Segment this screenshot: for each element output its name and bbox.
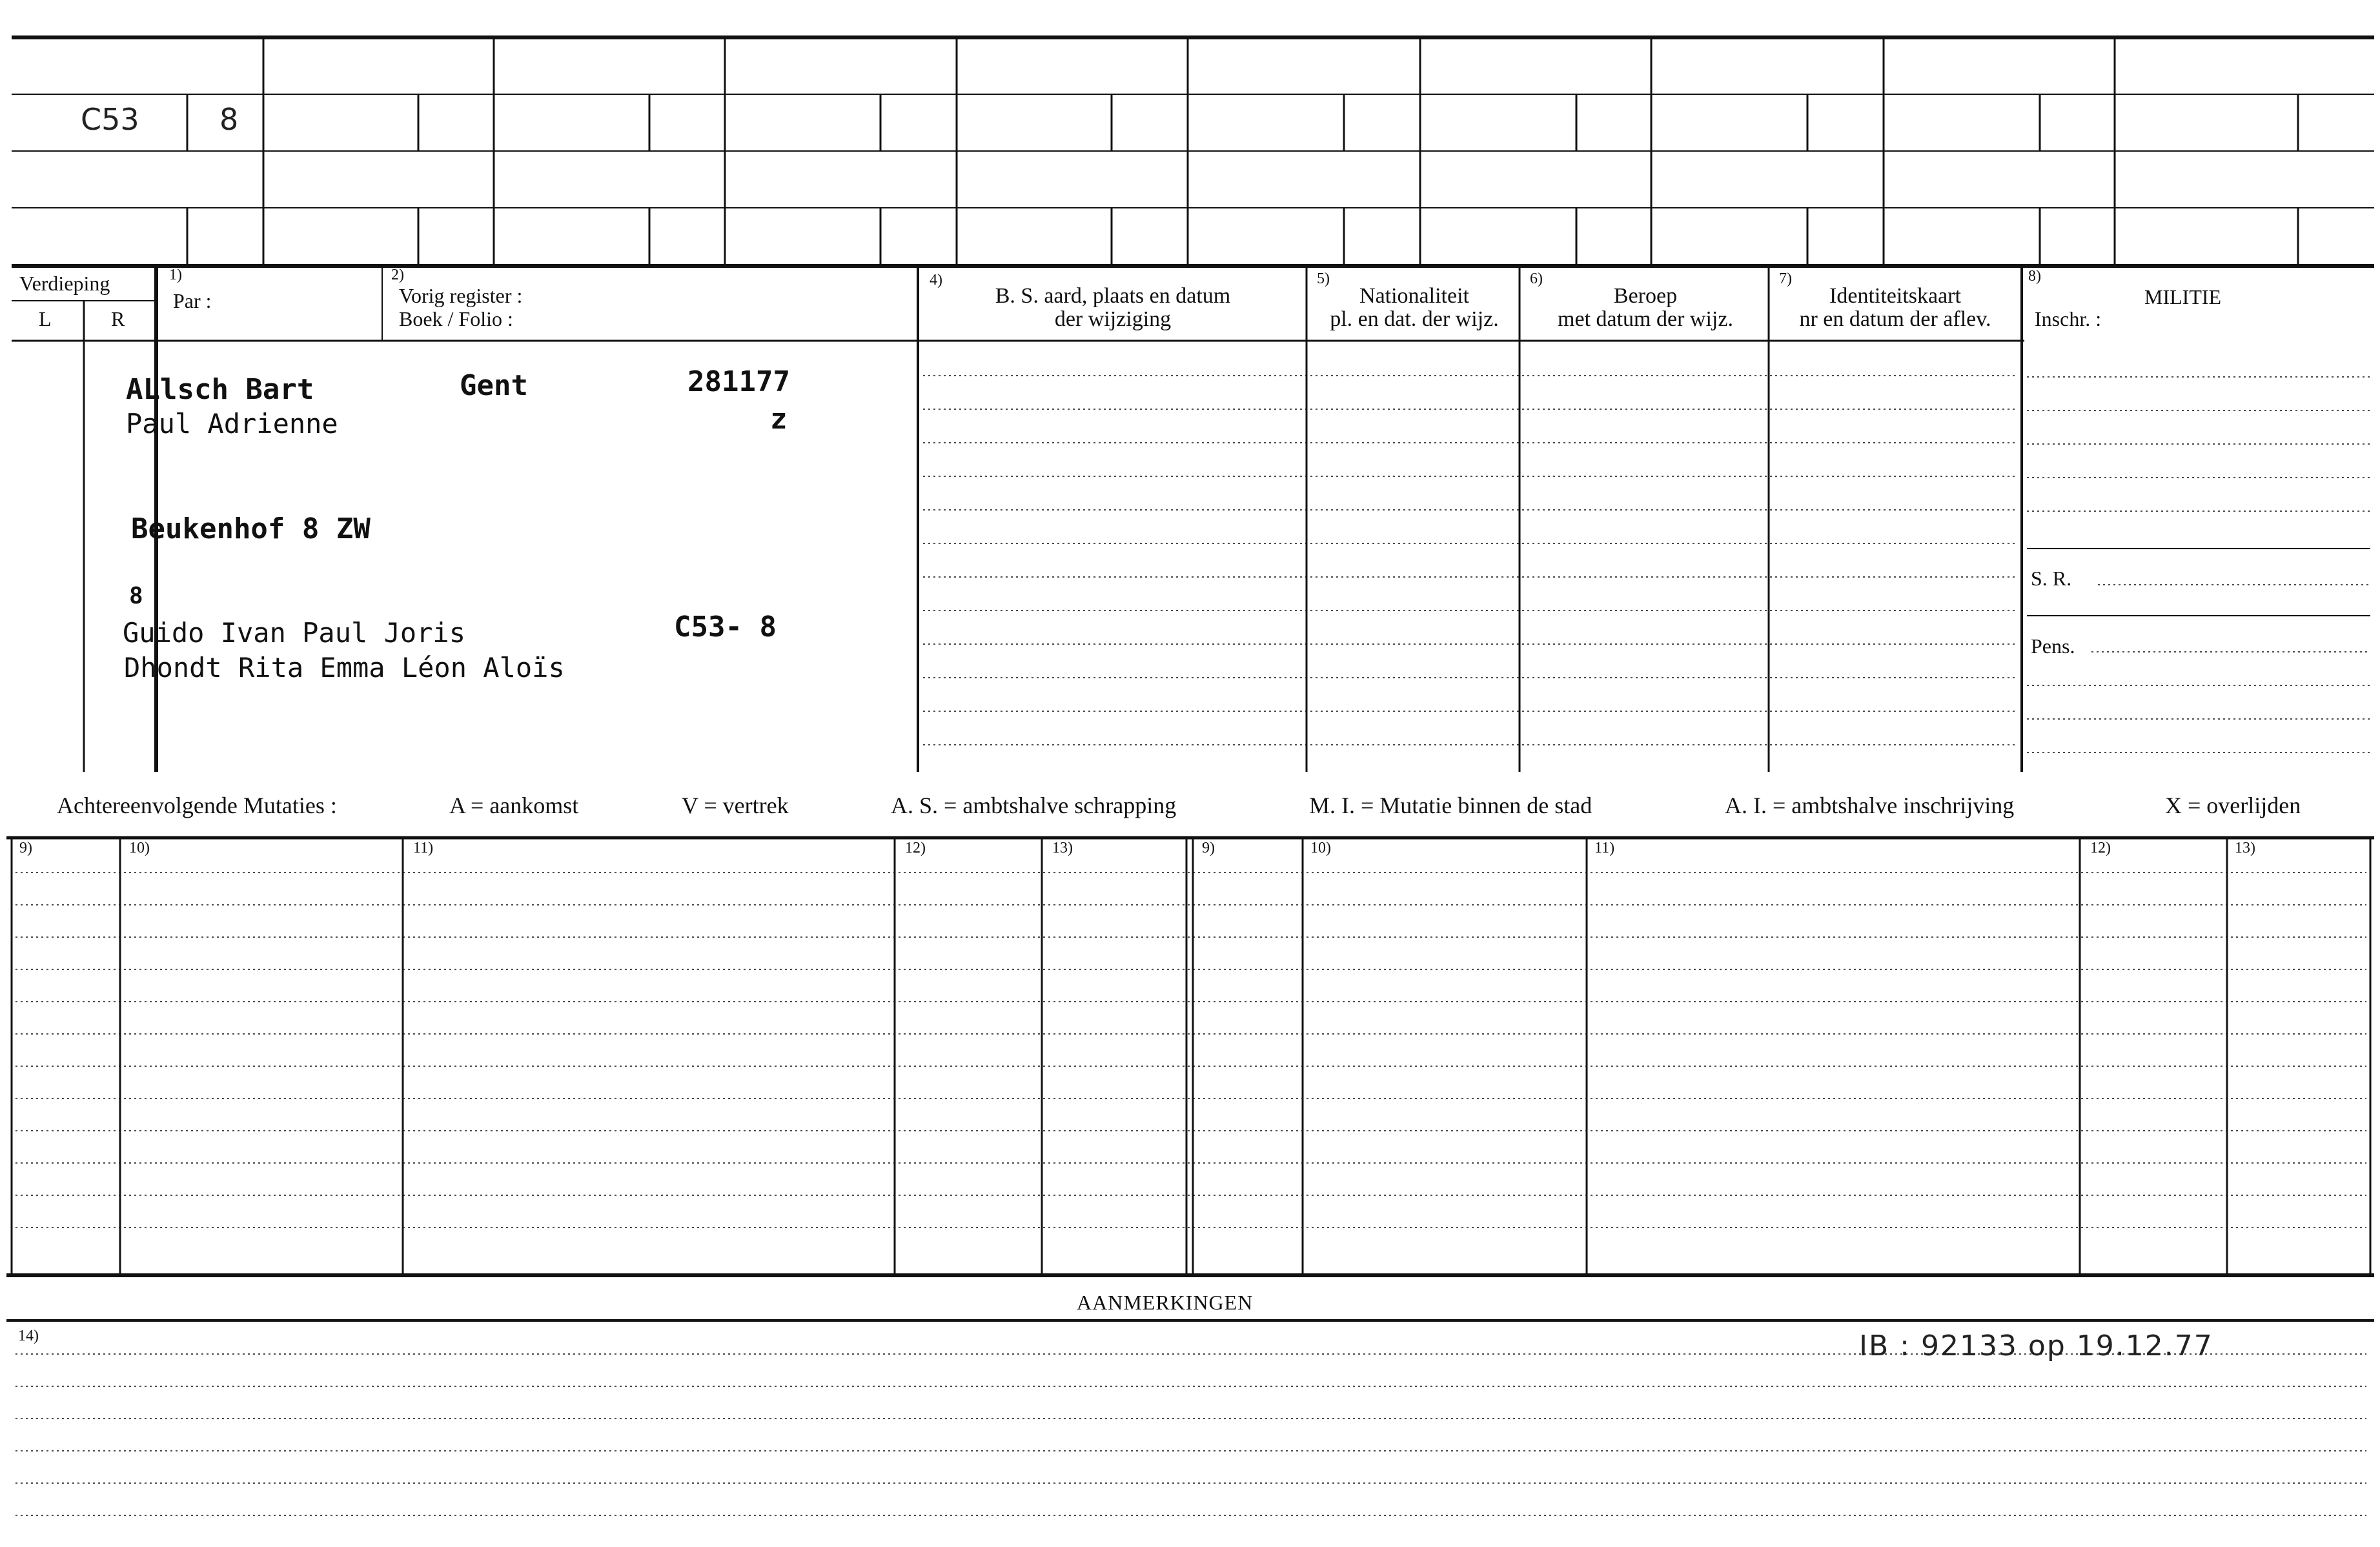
entry-name-4: Dhondt Rita Emma Léon Aloïs (124, 652, 565, 683)
col5-line1: Nationaliteit (1359, 284, 1469, 308)
mutaties-x: X = overlijden (2165, 793, 2301, 818)
col7-line1: Identiteitskaart (1829, 284, 1961, 308)
aanmerkingen-note: IB : 92133 op 19.12.77 (1859, 1330, 2213, 1362)
mut-col-num: 10) (129, 840, 150, 856)
verdieping-left: L (39, 307, 52, 330)
col5-line2: pl. en dat. der wijz. (1330, 307, 1499, 331)
col6-line1: Beroep (1613, 284, 1678, 308)
col2-line2: Boek / Folio : (399, 307, 513, 330)
militie-pens: Pens. (2031, 634, 2075, 658)
mut-col-num: 9) (19, 840, 32, 856)
verdieping-title: Verdieping (19, 272, 110, 295)
militie-inschr: Inschr. : (2035, 307, 2102, 330)
entry-code: 8 (129, 583, 143, 609)
col2-line1: Vorig register : (399, 284, 523, 307)
col4-line1: B. S. aard, plaats en datum (995, 284, 1231, 308)
entry-name-2: Paul Adrienne (126, 408, 338, 440)
militie-sr: S. R. (2031, 567, 2072, 590)
col4-line2: der wijziging (1054, 307, 1172, 331)
mut-col-num: 13) (1052, 840, 1073, 856)
building-code: C53 (81, 102, 139, 137)
mut-col-num: 9) (1202, 840, 1215, 856)
col1-label: Par : (173, 289, 212, 312)
col8-number: 8) (2028, 268, 2041, 285)
col6-line2: met datum der wijz. (1558, 307, 1733, 331)
entry-address: Beukenhof 8 ZW (131, 512, 371, 545)
house-number: 8 (219, 102, 239, 137)
entry-name-1: ALlsch Bart (126, 373, 314, 406)
entry-ref: C53- 8 (674, 611, 777, 643)
mutaties-a: A = aankomst (449, 793, 579, 818)
col4-number: 4) (930, 272, 942, 288)
entry-name-3: Guido Ivan Paul Joris (123, 617, 466, 649)
aanmerkingen-number: 14) (18, 1328, 39, 1344)
mutaties-v: V = vertrek (682, 793, 789, 818)
col2-number: 2) (391, 267, 404, 283)
col1-number: 1) (169, 267, 182, 283)
col5-number: 5) (1317, 270, 1330, 287)
col6-number: 6) (1530, 270, 1543, 287)
aanmerkingen-title: AANMERKINGEN (1077, 1291, 1254, 1314)
mut-col-num: 11) (413, 840, 434, 856)
mutaties-mi: M. I. = Mutatie binnen de stad (1309, 793, 1592, 818)
mut-col-num: 12) (2090, 840, 2111, 856)
mut-col-num: 11) (1594, 840, 1615, 856)
entry-date: 281177 (687, 365, 790, 398)
verdieping-right: R (111, 307, 125, 330)
col7-line2: nr en datum der aflev. (1799, 307, 1991, 331)
mut-col-num: 13) (2235, 840, 2255, 856)
mutaties-ai: A. I. = ambtshalve inschrijving (1725, 793, 2015, 818)
entry-mark: z (770, 403, 788, 436)
militie-title: MILITIE (2144, 285, 2222, 308)
mut-col-num: 10) (1310, 840, 1331, 856)
mutaties-as: A. S. = ambtshalve schrapping (891, 793, 1177, 818)
entry-place: Gent (460, 369, 528, 402)
col7-number: 7) (1779, 270, 1792, 287)
mut-col-num: 12) (905, 840, 926, 856)
mutaties-title: Achtereenvolgende Mutaties : (57, 793, 337, 818)
